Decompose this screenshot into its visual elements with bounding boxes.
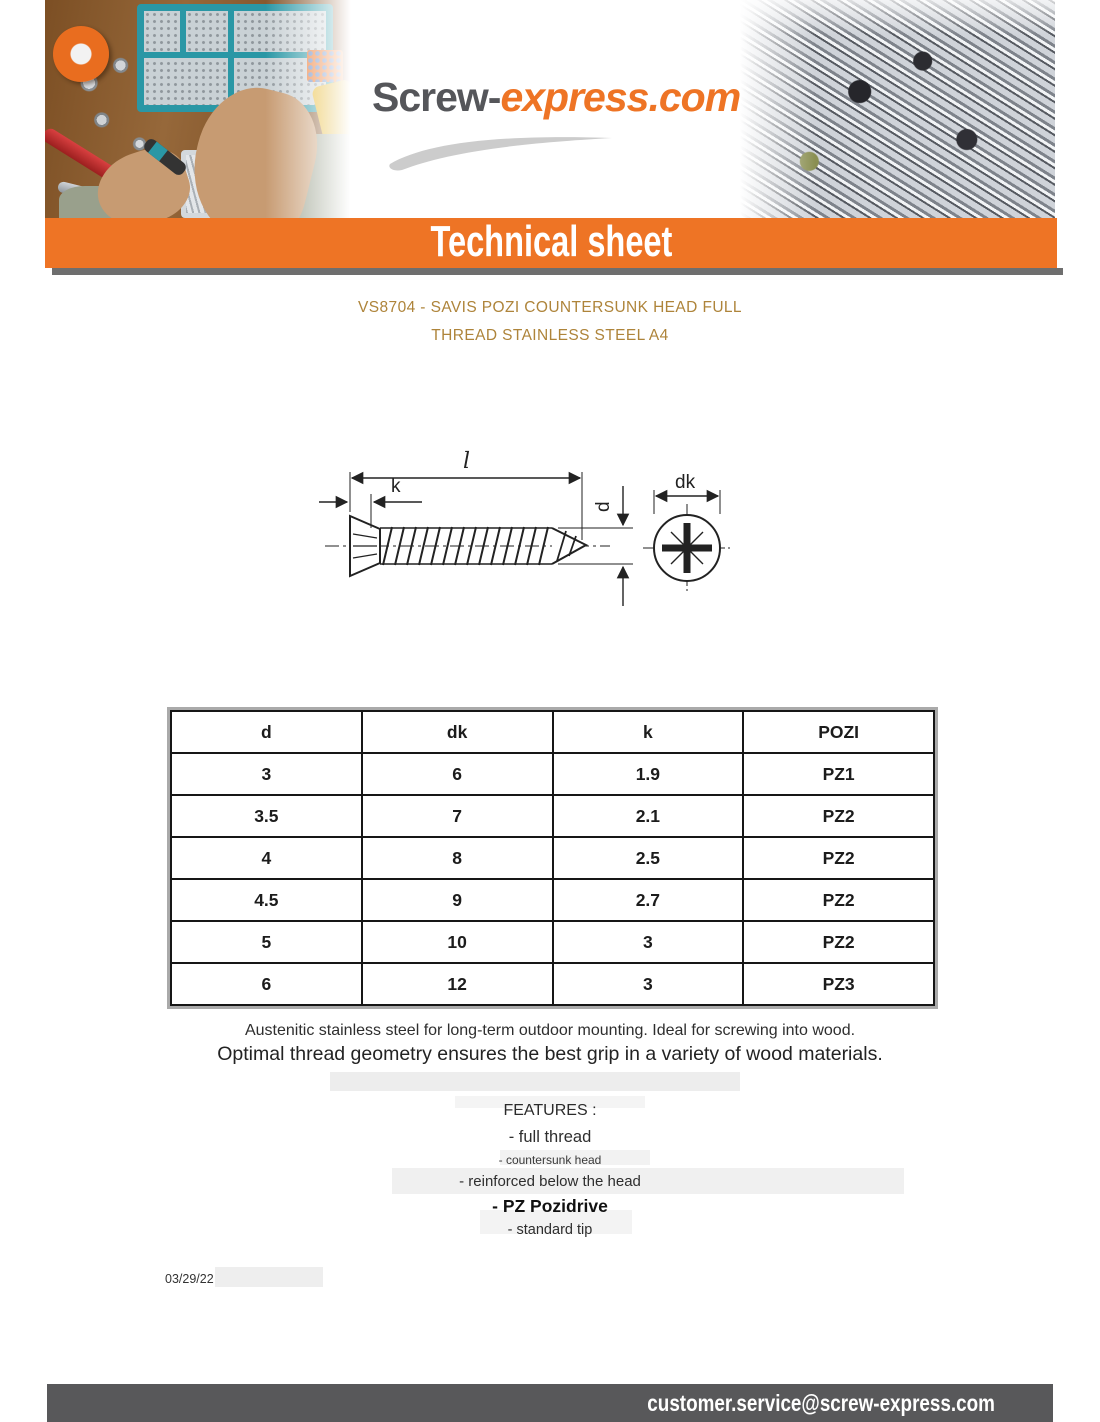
product-title — [0, 294, 1100, 350]
table-row — [171, 753, 934, 795]
table-row — [171, 837, 934, 879]
cell: 2.7 — [553, 879, 744, 921]
table-row — [171, 795, 934, 837]
cell: 4.5 — [171, 879, 362, 921]
cell: 10 — [362, 921, 553, 963]
feature-item: - standard tip — [507, 1222, 593, 1238]
document-date: 03/29/22 — [165, 1272, 214, 1286]
col-header-k: k — [553, 711, 744, 753]
col-header-pozi: POZI — [743, 711, 934, 753]
feature-item: - reinforced below the head — [459, 1173, 641, 1190]
logo-swoosh — [384, 130, 614, 172]
table-row — [171, 963, 934, 1005]
dim-label-l: l — [463, 449, 471, 474]
footer-bar — [47, 1384, 1053, 1422]
cell: 12 — [362, 963, 553, 1005]
product-title-line1: VS8704 - SAVIS POZI COUNTERSUNK HEAD FULL — [358, 299, 742, 316]
dim-label-k: k — [391, 476, 401, 497]
cell: 3 — [553, 921, 744, 963]
cell: PZ1 — [743, 753, 934, 795]
customer-service-email: customer.service@screw-express.com — [647, 1390, 995, 1416]
scan-artifact — [215, 1267, 323, 1287]
cell: 2.5 — [553, 837, 744, 879]
header-photo-screw-pile — [740, 0, 1055, 218]
cell: PZ2 — [743, 921, 934, 963]
cell: 4 — [171, 837, 362, 879]
cell: 3.5 — [171, 795, 362, 837]
description-block — [0, 1022, 1100, 1066]
table-header-row — [171, 711, 934, 753]
dim-label-dk: dk — [675, 472, 696, 493]
description-line2: Optimal thread geometry ensures the best grip in a variety of wood materials. — [217, 1043, 883, 1065]
cell: 5 — [171, 921, 362, 963]
banner-technical-sheet — [45, 218, 1057, 268]
cell: PZ2 — [743, 837, 934, 879]
banner-title: Technical sheet — [430, 217, 672, 266]
feature-item: - countersunk head — [498, 1153, 602, 1167]
col-header-d: d — [171, 711, 362, 753]
screw-technical-drawing — [295, 428, 775, 628]
cell: 7 — [362, 795, 553, 837]
table-row — [171, 921, 934, 963]
cell: 3 — [171, 753, 362, 795]
cell: 1.9 — [553, 753, 744, 795]
logo-text-express: express.com — [500, 74, 741, 120]
cell: PZ2 — [743, 879, 934, 921]
cell: 6 — [171, 963, 362, 1005]
cell: 8 — [362, 837, 553, 879]
cell: PZ2 — [743, 795, 934, 837]
cell: 9 — [362, 879, 553, 921]
description-line1: Austenitic stainless steel for long-term outdoor mounting. Ideal for screwing into wood. — [244, 1022, 856, 1039]
scan-artifact — [330, 1072, 740, 1091]
banner-shadow — [52, 268, 1063, 275]
features-heading: FEATURES : — [503, 1102, 597, 1119]
table-row — [171, 879, 934, 921]
feature-item: - PZ Pozidrive — [492, 1196, 608, 1216]
dim-label-d: d — [593, 501, 614, 512]
feature-item: - full thread — [508, 1128, 592, 1146]
cell: 2.1 — [553, 795, 744, 837]
col-header-dk: dk — [362, 711, 553, 753]
features-block — [0, 1102, 1100, 1238]
brand-logo — [372, 74, 748, 174]
cell: PZ3 — [743, 963, 934, 1005]
header-photo-workbench — [45, 0, 360, 218]
product-title-line2: THREAD STAINLESS STEEL A4 — [431, 327, 669, 344]
dimension-table — [170, 710, 935, 1006]
cell: 3 — [553, 963, 744, 1005]
cell: 6 — [362, 753, 553, 795]
logo-text-screw: Screw- — [372, 74, 501, 120]
